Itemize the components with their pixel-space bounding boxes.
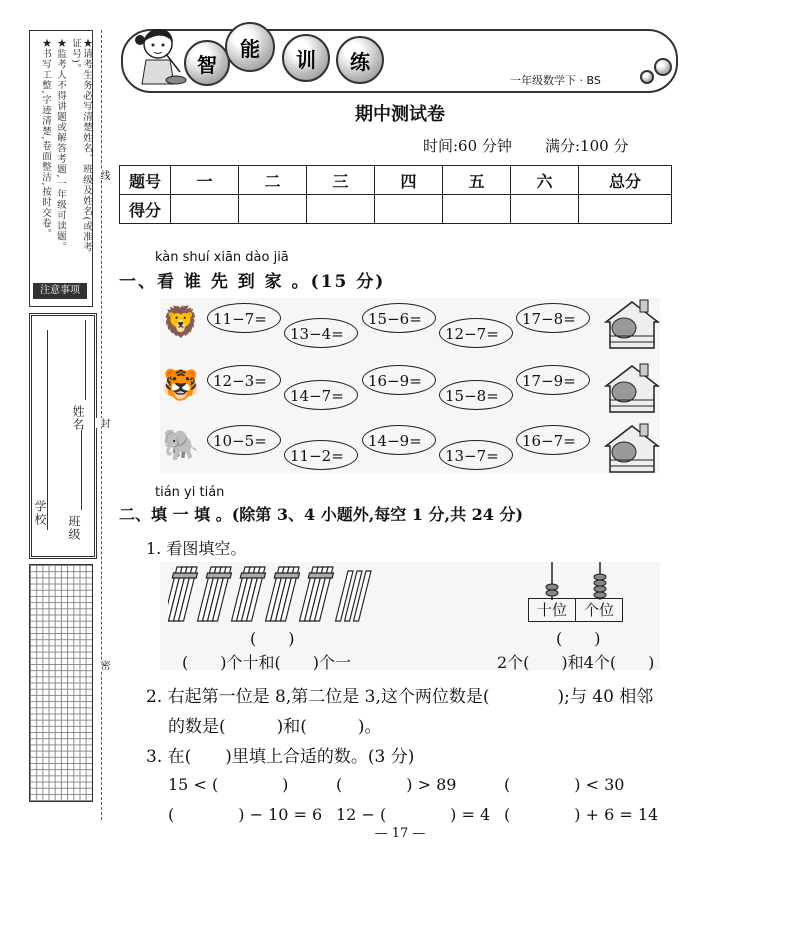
stick-bundles-icon — [168, 563, 383, 629]
house-icon — [602, 422, 660, 478]
score-input[interactable] — [375, 195, 443, 224]
q1-stick-answer[interactable]: ( ) — [250, 629, 295, 648]
q3-item[interactable]: ( ) − 10 = 6 — [168, 805, 323, 824]
cell-section-1: 一 — [171, 166, 239, 195]
header-subtitle: 一年级数学下 · BS — [510, 74, 601, 87]
cut-mark-3: 密 — [98, 660, 109, 670]
question-1: 1. 看图填空。 — [146, 539, 247, 558]
tiger-icon: 🐯 — [162, 368, 200, 403]
exam-title: 期中测试卷 — [355, 104, 445, 125]
header-dot-1 — [640, 70, 654, 84]
question-3: 3. 在( )里填上合适的数。(3 分) — [146, 747, 415, 767]
section2-title: 二、填 一 填 。(除第 3、4 小题外,每空 1 分,共 24 分) — [119, 505, 524, 524]
answer-grid — [29, 564, 93, 802]
school-line — [47, 330, 48, 530]
cell-header: 题号 — [120, 166, 171, 195]
page-number: — 17 — — [374, 826, 426, 841]
header-char-ball-4: 练 — [336, 36, 384, 84]
score-input[interactable] — [171, 195, 239, 224]
section1-title: 一、看 谁 先 到 家 。(15 分) — [119, 272, 386, 292]
q3-item[interactable]: ( ) + 6 = 14 — [504, 805, 659, 824]
class-line — [81, 430, 82, 510]
q3-item[interactable]: ( ) < 30 — [504, 775, 625, 794]
header-char-ball-3: 训 — [282, 34, 330, 82]
cell-section-4: 四 — [375, 166, 443, 195]
house-icon — [602, 298, 660, 354]
cell-section-2: 二 — [239, 166, 307, 195]
time-label: 时间:60 分钟 — [423, 137, 512, 155]
score-input[interactable] — [511, 195, 579, 224]
cell-section-3: 三 — [307, 166, 375, 195]
notice-label: 注意事项 — [33, 283, 87, 299]
score-label: 满分:100 分 — [545, 137, 629, 155]
equation-bubble[interactable]: 12−7= — [439, 318, 513, 348]
section2-pinyin: tián yi tián — [155, 485, 225, 500]
cut-mark-1: 线 — [98, 170, 109, 180]
girl-illustration — [128, 24, 190, 92]
equation-bubble[interactable]: 17−8= — [516, 303, 590, 333]
q1-abacus-answer[interactable]: ( ) — [556, 629, 601, 648]
q3-item[interactable]: ( ) > 89 — [336, 775, 457, 794]
equation-bubble[interactable]: 11−7= — [207, 303, 281, 333]
equation-bubble[interactable]: 13−4= — [284, 318, 358, 348]
name-label: 姓名 — [71, 405, 85, 431]
lion-icon: 🦁 — [162, 305, 200, 340]
equation-bubble[interactable]: 14−7= — [284, 380, 358, 410]
notice-line-2: ★监考人不得讲题或解答考题,一年级可读题。 — [55, 38, 66, 253]
question-2-line-2: 的数是( )和( )。 — [168, 717, 382, 737]
school-label: 学校 — [33, 500, 47, 526]
score-table-score-row — [120, 195, 672, 224]
score-input[interactable] — [307, 195, 375, 224]
score-input[interactable] — [239, 195, 307, 224]
equation-bubble[interactable]: 17−9= — [516, 365, 590, 395]
equation-bubble[interactable]: 10−5= — [207, 425, 281, 455]
question-2-line-1: 2. 右起第一位是 8,第二位是 3,这个两位数是( );与 40 相邻 — [146, 687, 654, 707]
score-table-header-row — [120, 166, 672, 195]
header-char-ball-2: 能 — [225, 22, 275, 72]
score-input[interactable] — [579, 195, 672, 224]
equation-bubble[interactable]: 15−8= — [439, 380, 513, 410]
name-line — [85, 320, 86, 400]
class-label: 班级 — [67, 515, 81, 541]
equation-bubble[interactable]: 16−9= — [362, 365, 436, 395]
cell-total: 总分 — [579, 166, 672, 195]
abacus-ones-label: 个位 — [575, 598, 623, 622]
equation-bubble[interactable]: 13−7= — [439, 440, 513, 470]
equation-bubble[interactable]: 15−6= — [362, 303, 436, 333]
score-table — [119, 165, 672, 224]
header-char-ball-1: 智 — [184, 40, 230, 86]
equation-bubble[interactable]: 14−9= — [362, 425, 436, 455]
score-input[interactable] — [443, 195, 511, 224]
cell-section-6: 六 — [511, 166, 579, 195]
equation-bubble[interactable]: 16−7= — [516, 425, 590, 455]
cell-score-label: 得分 — [120, 195, 171, 224]
cut-mark-2: 封 — [98, 418, 109, 428]
cell-section-5: 五 — [443, 166, 511, 195]
equation-bubble[interactable]: 11−2= — [284, 440, 358, 470]
q1-left-text: ( )个十和( )个一 — [182, 653, 351, 672]
section1-pinyin: kàn shuí xiān dào jiā — [155, 250, 289, 265]
equation-bubble[interactable]: 12−3= — [207, 365, 281, 395]
elephant-icon: 🐘 — [162, 428, 200, 463]
notice-line-1: ★请考生务必写清楚姓名、班级及姓名(或准考证号)。 — [70, 38, 92, 253]
header-dot-2 — [654, 58, 672, 76]
notice-line-3: ★书写工整,字迹清楚,卷面整洁,按时交卷。 — [40, 38, 51, 240]
q1-right-text: 2个( )和4个( ) — [497, 653, 655, 672]
house-icon — [602, 362, 660, 418]
q3-item[interactable]: 12 − ( ) = 4 — [336, 805, 491, 824]
q3-item[interactable]: 15 < ( ) — [168, 775, 289, 794]
abacus-tens-label: 十位 — [528, 598, 576, 622]
